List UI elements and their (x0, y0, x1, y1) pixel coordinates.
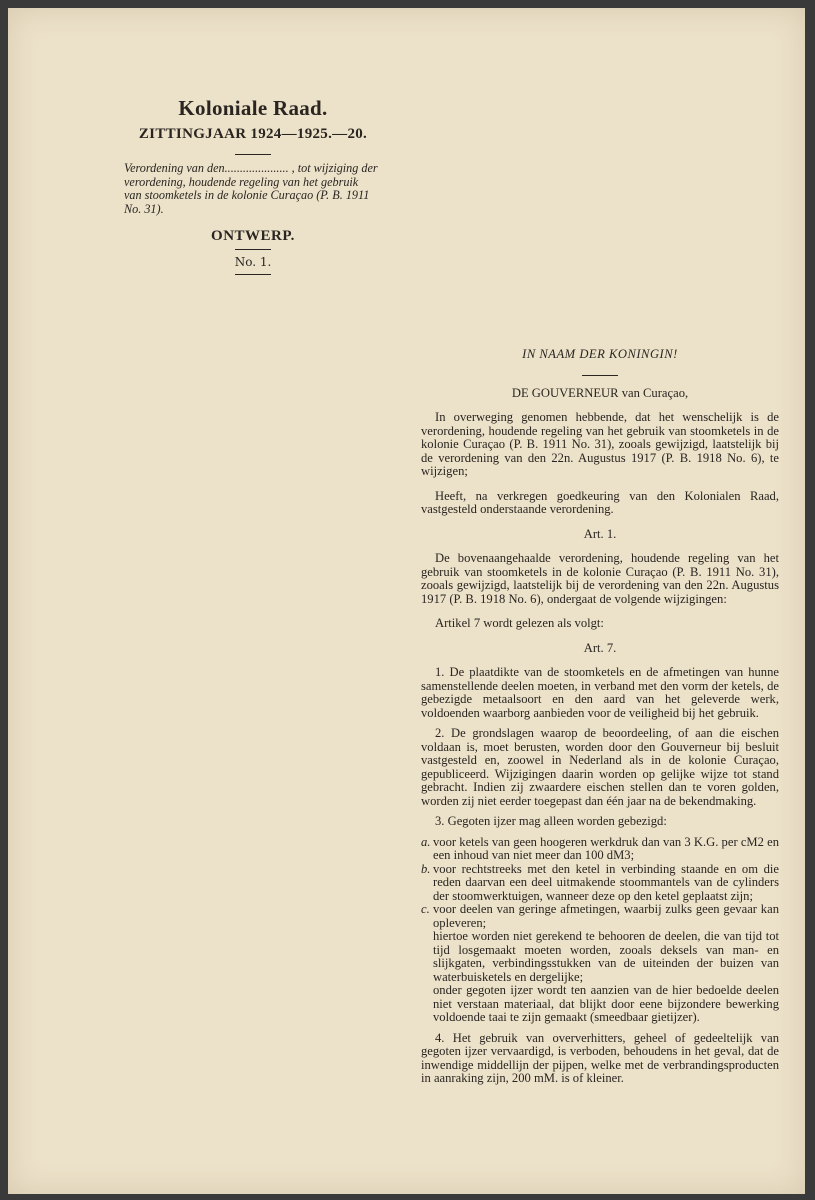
council-title: Koloniale Raad. (178, 96, 328, 120)
ordinance-body (421, 348, 779, 1086)
document-number: No. 1. (234, 255, 272, 270)
divider (235, 154, 271, 155)
invocation: IN NAAM DER KONINGIN! (522, 347, 678, 361)
list-item: a. voor ketels van geen hoogeren werkdruk dan van 3 K.G. per cM2 en een inhoud van niet meer dan 100 dM3; (421, 834, 779, 862)
document-header (118, 96, 388, 275)
ordinance-subject: Verordening van den..................... , tot wijziging der verordening, houdende regeling van het gebruik van stoomketels in de kolonie Curaçao (P. B. 1911 No. 31). (124, 161, 378, 216)
article-7-title: Art. 7. (583, 640, 617, 655)
clause-1: 1. De plaatdikte van de stoomketels en de afmetingen van hunne samenstellende deelen moeten, in verband met den vorm der ketels, de gebezigde metaalsoort en den aard van het geleverde werk, voldoenden waarborg aanbieden voor de veiligheid bij het gebruik. (421, 665, 779, 720)
article-1-title: Art. 1. (583, 526, 617, 541)
document-page (8, 8, 805, 1194)
governor-line: DE GOUVERNEUR van Curaçao, (511, 385, 689, 400)
article-1-text: De bovenaangehaalde verordening, houdende regeling van het gebruik van stoomketels in de kolonie Curaçao (P. B. 1911 No. 31), zooals gewijzigd, laatstelijk bij de verordening van den 22n. Augustus 1917 (P. B. 1918 No. 6), ondergaat de volgende wijzigingen: (421, 551, 779, 606)
clause-3-continuation: onder gegoten ijzer wordt ten aanzien van de hier bedoelde deelen niet verstaan materiaal, dat blijkt door eene bijzondere bewerking voldoende taai te zijn gemaakt (smeedbaar gietijzer). (433, 983, 779, 1024)
article-7-intro: Artikel 7 wordt gelezen als volgt: (435, 616, 604, 630)
enactment-paragraph: Heeft, na verkregen goedkeuring van den Kolonialen Raad, vastgesteld onderstaande verordening. (421, 488, 779, 516)
clause-3-continuation: hiertoe worden niet gerekend te behooren de deelen, die van tijd tot tijd losgemaakt moeten worden, zooals deksels van man- en slijkgaten, verbindingsstukken van de uiteinden der buizen van waterbuisketels en dergelijke; (433, 929, 779, 984)
draft-label: ONTWERP. (211, 228, 295, 245)
clause-4: 4. Het gebruik van oververhitters, geheel of gedeeltelijk van gegoten ijzer vervaardigd, is verboden, behoudens in het geval, dat de inwendige middellijn der pijpen, welke met de verbrandingsproducten in aanraking zijn, 200 mM. is of kleiner. (421, 1030, 779, 1085)
divider (235, 249, 271, 250)
consideration-paragraph: In overweging genomen hebbende, dat het wenschelijk is de verordening, houdende regeling van het gebruik van stoomketels in de kolonie Curaçao (P. B. 1911 No. 31), zooals gewijzigd, laatstelijk bij de verordening van den 22n. Augustus 1917 (P. B. 1918 No. 6), te wijzigen; (421, 410, 779, 478)
list-item: b. voor rechtstreeks met den ketel in verbinding staande en om die reden daarvan een deel uitmakende stoommantels van de cylinders der stoomwerktuigen, wanneer deze op den ketel geplaatst zijn; (421, 861, 779, 903)
divider (235, 274, 271, 275)
list-item: c. voor deelen van geringe afmetingen, waarbij zulks geen gevaar kan opleveren; (421, 902, 779, 930)
clause-2: 2. De grondslagen waarop de beoordeeling, of aan die eischen voldaan is, moet berusten, worden door den Gouverneur bij besluit vastgesteld en, zoowel in Nederland als in de kolonie Curaçao, gepubliceerd. Wijzigingen daarin worden op gelijke wijze tot stand gebracht. Indien zij zwaardere eischen stellen dan te voren golden, worden zij niet eerder toegepast dan één jaar na de bekendmaking. (421, 726, 779, 808)
session-year: ZITTINGJAAR 1924—1925.—20. (138, 126, 368, 142)
divider (582, 375, 618, 376)
clause-3: 3. Gegoten ijzer mag alleen worden gebezigd: (435, 814, 667, 828)
